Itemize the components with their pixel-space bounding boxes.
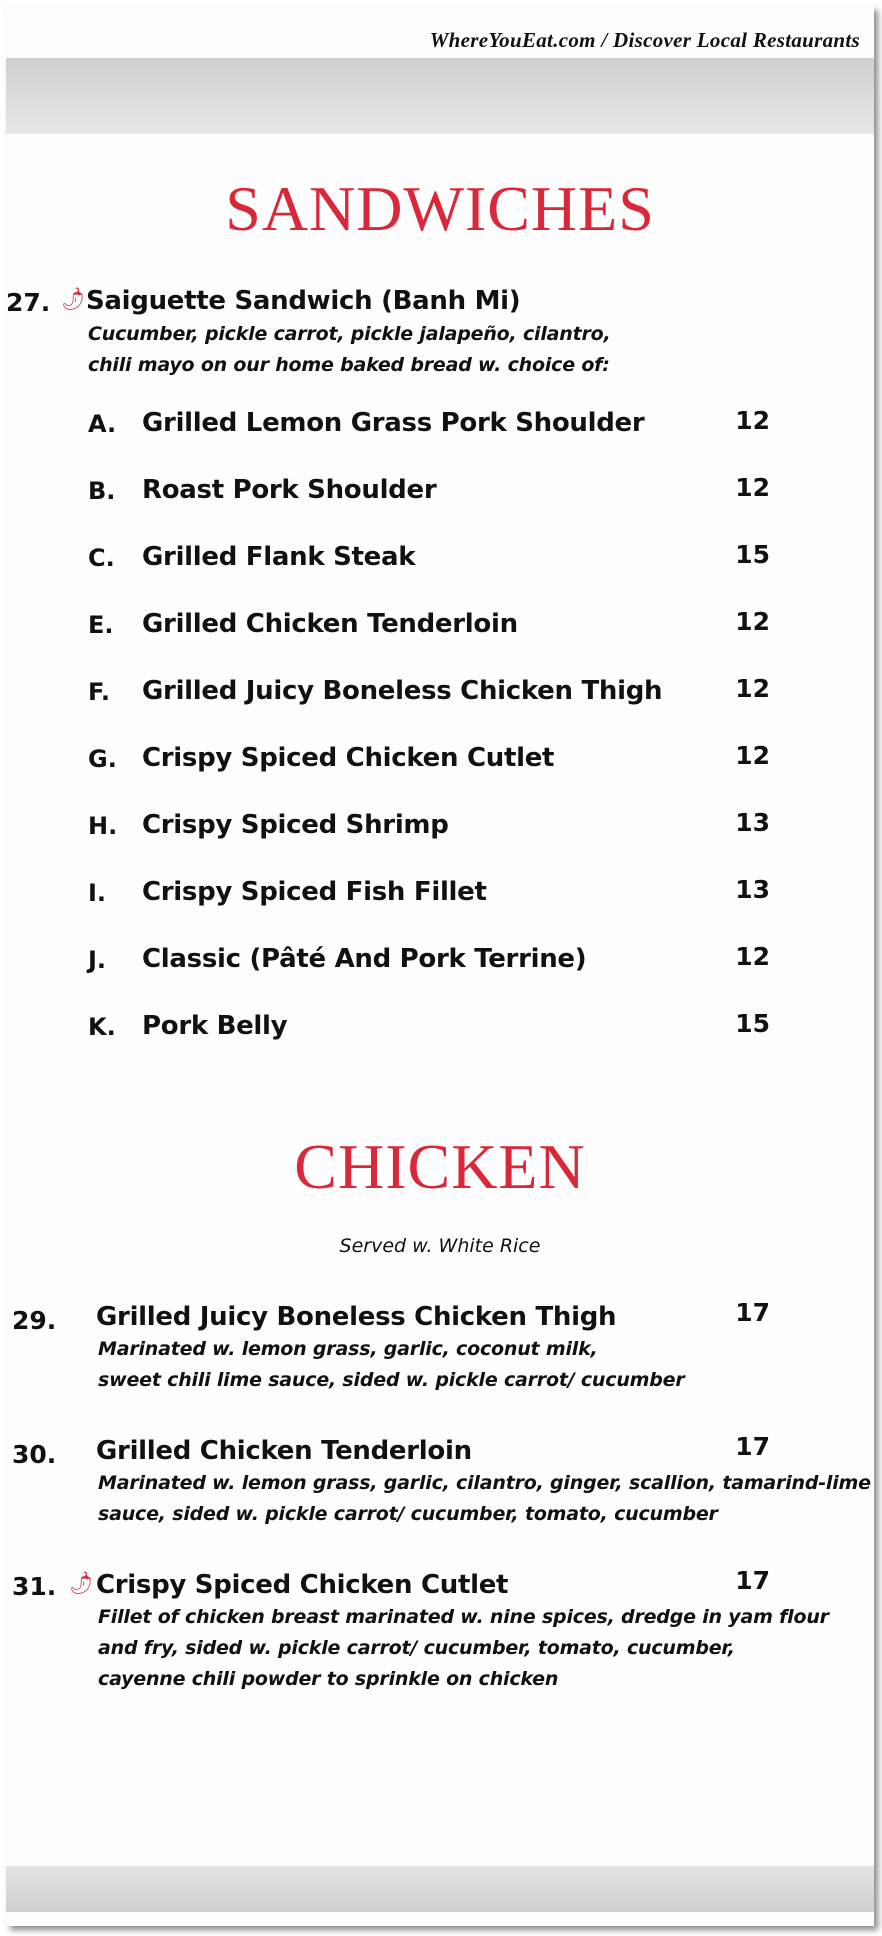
option-price: 12 (735, 741, 770, 770)
description-line: chili mayo on our home baked bread w. choice of: (88, 354, 610, 376)
chili-pepper-icon: 🌶︎ (57, 284, 89, 314)
item-number: 31. (12, 1572, 57, 1601)
sandwiches-title: SANDWICHES (225, 173, 655, 244)
chicken-title: CHICKEN (294, 1131, 586, 1202)
item-price: 17 (735, 1298, 770, 1327)
chicken-subtitle: Served w. White Rice (339, 1235, 541, 1257)
description-line: Marinated w. lemon grass, garlic, cilantro, ginger, scallion, tamarind-lime (98, 1472, 871, 1494)
option-price: 13 (735, 875, 770, 904)
top-band (6, 58, 874, 134)
site-header[interactable]: WhereYouEat.com / Discover Local Restaurants (429, 28, 860, 52)
description-line: Fillet of chicken breast marinated w. nine spices, dredge in yam flour (98, 1606, 829, 1628)
item-number: 30. (12, 1440, 57, 1469)
option-price: 13 (735, 808, 770, 837)
option-letter: E. (88, 611, 114, 639)
item-description (88, 319, 611, 381)
option-name: Crispy Spiced Fish Fillet (142, 877, 487, 907)
description-line: sauce, sided w. pickle carrot/ cucumber, tomato, cucumber (98, 1503, 718, 1525)
option-price: 12 (735, 942, 770, 971)
option-letter: C. (88, 544, 115, 572)
menu-page (6, 6, 874, 1926)
option-name: Classic (Pâté And Pork Terrine) (142, 944, 587, 974)
item-name: Grilled Juicy Boneless Chicken Thigh (96, 1302, 617, 1332)
item-number: 29. (12, 1306, 57, 1335)
option-name: Crispy Spiced Chicken Cutlet (142, 743, 555, 773)
item-price: 17 (735, 1566, 770, 1595)
item-description (98, 1602, 829, 1695)
option-price: 15 (735, 540, 770, 569)
description-line: Marinated w. lemon grass, garlic, coconut milk, (98, 1338, 598, 1360)
option-name: Grilled Flank Steak (142, 542, 416, 572)
item-number: 27. (6, 288, 51, 317)
option-letter: B. (88, 477, 116, 505)
option-letter: G. (88, 745, 117, 773)
option-name: Crispy Spiced Shrimp (142, 810, 449, 840)
description-line: sweet chili lime sauce, sided w. pickle carrot/ cucumber (98, 1369, 685, 1391)
description-line: cayenne chili powder to sprinkle on chicken (98, 1668, 559, 1690)
item-name: Crispy Spiced Chicken Cutlet (96, 1570, 509, 1600)
option-letter: A. (88, 410, 117, 438)
option-price: 12 (735, 473, 770, 502)
item-description (98, 1334, 685, 1396)
item-price: 17 (735, 1432, 770, 1461)
option-letter: I. (88, 879, 107, 907)
option-name: Pork Belly (142, 1011, 288, 1041)
option-letter: K. (88, 1013, 116, 1041)
item-name: Grilled Chicken Tenderloin (96, 1436, 472, 1466)
option-name: Roast Pork Shoulder (142, 475, 437, 505)
option-letter: F. (88, 678, 110, 706)
option-name: Grilled Lemon Grass Pork Shoulder (142, 408, 645, 438)
option-name: Grilled Chicken Tenderloin (142, 609, 518, 639)
option-letter: J. (88, 946, 107, 974)
option-price: 12 (735, 607, 770, 636)
option-price: 15 (735, 1009, 770, 1038)
item-name: Saiguette Sandwich (Banh Mi) (86, 286, 521, 316)
description-line: and fry, sided w. pickle carrot/ cucumber, tomato, cucumber, (98, 1637, 735, 1659)
description-line: Cucumber, pickle carrot, pickle jalapeño, cilantro, (88, 323, 611, 345)
option-letter: H. (88, 812, 118, 840)
bottom-band (6, 1866, 874, 1912)
option-price: 12 (735, 674, 770, 703)
item-description (98, 1468, 871, 1530)
chili-pepper-icon: 🌶︎ (65, 1568, 97, 1598)
option-price: 12 (735, 406, 770, 435)
option-name: Grilled Juicy Boneless Chicken Thigh (142, 676, 663, 706)
